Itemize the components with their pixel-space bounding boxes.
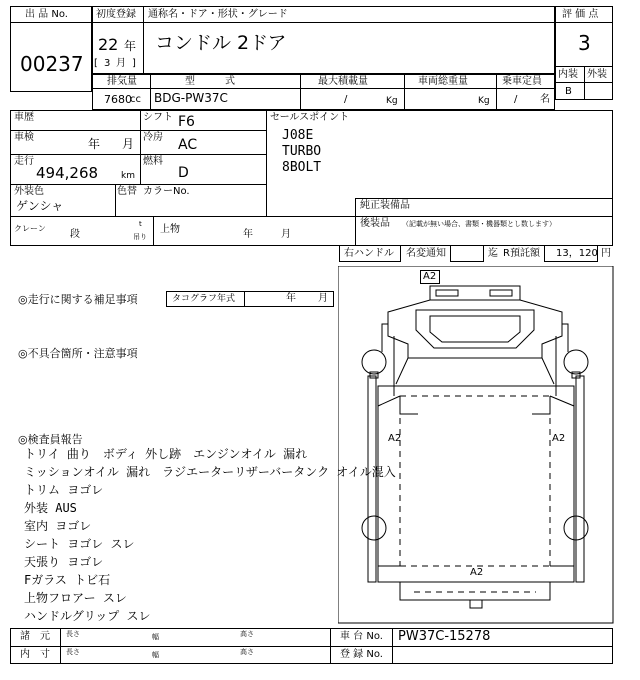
inspector-line: シート ヨゴレ スレ (24, 537, 135, 551)
year-value: 22 (98, 35, 119, 54)
name-change-until: 迄 (488, 248, 498, 259)
model-value: BDG-PW37C (154, 91, 228, 105)
inspector-line: ミッションオイル 漏れ ラジエーターリザーバータンク オイル混入 (24, 465, 396, 479)
inspection-month-unit: 月 (122, 137, 135, 151)
inspector-report-label: ◎検査員報告 (18, 433, 83, 446)
mileage-value: 494,268 (36, 164, 99, 182)
color-label: 外装色 (14, 186, 44, 197)
inspector-line: 天張り ヨゴレ (24, 555, 104, 569)
damage-mark-rear: A2 (470, 567, 484, 578)
inspector-line: トリム ヨゴレ (24, 483, 104, 497)
capacity-label: 乗車定員 (502, 76, 542, 87)
mileage-unit: km (121, 171, 135, 181)
body-label: 上物 (160, 224, 180, 235)
inspector-line: ハンドルグリップ スレ (24, 609, 151, 623)
history-label: 車歴 (14, 112, 34, 123)
tachograph-label: タコグラフ年式 (172, 294, 236, 304)
right-handle-label: 右ハンドル (344, 248, 394, 259)
exterior-grade-label: 外装 (587, 69, 607, 80)
width-label: 幅 (152, 651, 159, 659)
inspector-line: 室内 ヨゴレ (24, 519, 92, 533)
capacity-unit: 名 (540, 94, 550, 105)
inspection-year-unit: 年 (88, 137, 101, 151)
displacement-unit: cc (130, 94, 141, 105)
fuel-value: D (178, 165, 189, 181)
car-name-value: コンドル 2ドア (155, 32, 287, 54)
aftermarket-note: （記載が無い場合、書類・機器類とし数します） (402, 220, 556, 228)
displacement-value: 7680 (104, 93, 132, 106)
lot-label: 出 品 No. (25, 9, 68, 20)
crane-label: クレーン (14, 224, 46, 233)
sales-point-line: J08E (282, 128, 314, 143)
fuel-label: 燃料 (143, 156, 163, 167)
aftermarket-label: 後装品 (360, 218, 390, 229)
crane-stage: 段 (70, 229, 80, 240)
damage-mark-front: A2 (423, 271, 437, 282)
sales-points-label: セールスポイント (270, 112, 350, 123)
displacement-label: 排気量 (107, 76, 137, 87)
color-value: ゲンシャ (16, 199, 64, 213)
spec-label: 諸 元 (20, 631, 50, 642)
tachograph-year-unit: 年 (286, 293, 296, 304)
yen-unit: 円 (601, 248, 611, 259)
score-label: 評 価 点 (562, 9, 599, 20)
interior-dims-label: 内 寸 (20, 649, 50, 660)
defects-label: ◎不具合箇所・注意事項 (18, 347, 138, 360)
first-registration-label: 初度登録 (96, 9, 136, 20)
ac-label: 冷房 (143, 132, 163, 143)
max-load-unit: Kg (386, 96, 398, 106)
sales-point-line: TURBO (282, 144, 322, 159)
inspector-line: トリイ 曲り ボディ 外し跡 エンジンオイル 漏れ (24, 447, 308, 461)
gross-weight-unit: Kg (478, 96, 490, 106)
body-month-unit: 月 (281, 229, 291, 240)
chassis-value: PW37C-15278 (398, 629, 491, 644)
inspector-line: 上物フロアー スレ (24, 591, 127, 605)
capacity-slash: / (514, 94, 518, 105)
crane-suspend: 吊り (133, 233, 147, 241)
genuine-equipment-label: 純正装備品 (360, 200, 410, 211)
name-change-label: 名変通知 (406, 248, 446, 259)
inspector-line: Fガラス トビ石 (24, 573, 111, 587)
damage-mark-left: A2 (388, 433, 402, 444)
max-load-label: 最大積載量 (318, 76, 368, 87)
ac-value: AC (178, 137, 198, 153)
car-name-label: 通称名・ドア・形状・グレード (148, 9, 288, 20)
recycle-label: R預託額 (503, 248, 540, 259)
model-label: 型 式 (185, 76, 235, 87)
chassis-label: 車 台 No. (340, 631, 383, 642)
interior-grade-label: 内装 (558, 69, 578, 80)
color-change-label: 色替 (117, 186, 137, 197)
max-load-slash: / (344, 94, 348, 105)
interior-grade-value: B (565, 86, 572, 97)
length-label: 長さ (66, 630, 80, 638)
body-year-unit: 年 (243, 229, 253, 240)
crane-ton: t (139, 220, 142, 228)
month-unit: 月 (116, 58, 126, 69)
color-code-label: カラーNo. (143, 186, 190, 197)
length-label: 長さ (66, 648, 80, 656)
height-label: 高さ (240, 630, 254, 638)
sales-point-line: 8BOLT (282, 160, 322, 175)
registration-label: 登 録 No. (340, 649, 383, 660)
year-unit: 年 (124, 39, 137, 53)
gross-weight-label: 車両総重量 (418, 76, 468, 87)
month-value: 3 (104, 58, 111, 69)
name-change-box (450, 245, 484, 262)
damage-mark-right: A2 (552, 433, 566, 444)
width-label: 幅 (152, 633, 159, 641)
tachograph-month-unit: 月 (318, 293, 328, 304)
height-label: 高さ (240, 648, 254, 656)
inspector-line: 外装 AUS (24, 501, 77, 515)
shift-label: シフト (143, 112, 173, 123)
inspection-label: 車検 (14, 132, 34, 143)
mileage-label: 走行 (14, 156, 34, 167)
recycle-value: 13，120 (556, 248, 598, 259)
score-value: 3 (578, 31, 591, 55)
shift-value: F6 (178, 114, 195, 130)
lot-number: 00237 (20, 52, 84, 76)
driving-remarks-label: ◎走行に関する補足事項 (18, 293, 138, 306)
